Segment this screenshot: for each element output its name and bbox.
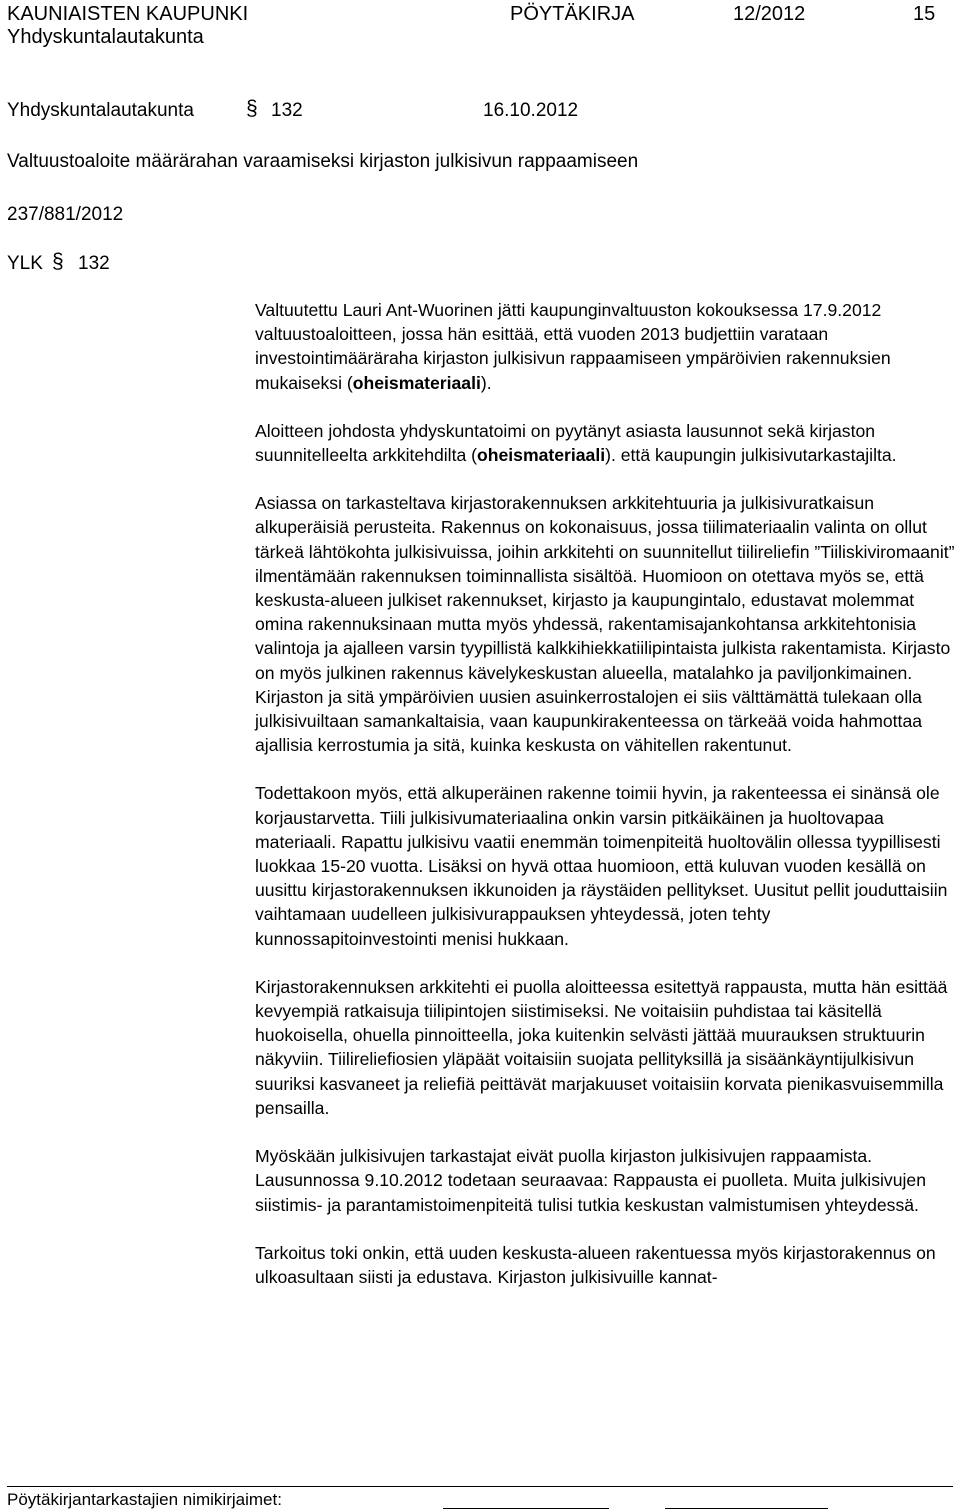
paragraph-5: Kirjastorakennuksen arkkitehti ei puolla aloitteessa esitettyä rappausta, mutta hän esittää kevyempiä ratkaisuja tiilipintojen siistimiseksi. Ne voitaisiin puhdistaa tai käsitellä huokoisella, ohuella pinnoitteella, joka kuitenkin selvästi jättää muurauksen struktuurin näkyviin. Tiilireliefiosien yläpäät voitaisiin suojata pellityksillä ja sisäänkäyntijulkisivun suuriksi kasvaneet ja reliefiä peittävät marjakuuset voitaisiin korvata pienikasvuisemmilla pensailla. bbox=[255, 976, 948, 1118]
attachment-ref: oheismateriaali bbox=[477, 445, 606, 466]
meeting-section: 132 bbox=[271, 100, 303, 121]
file-number: 237/881/2012 bbox=[7, 204, 124, 225]
body-text bbox=[255, 298, 955, 1313]
section-symbol: § bbox=[246, 97, 258, 120]
meeting-committee: Yhdyskuntalautakunta bbox=[7, 100, 194, 121]
footer-rule bbox=[7, 1486, 953, 1487]
header-doc-type: PÖYTÄKIRJA bbox=[510, 3, 635, 25]
signature-line-2 bbox=[665, 1508, 828, 1509]
ylk-section-symbol: § bbox=[52, 250, 64, 273]
ylk-section: 132 bbox=[78, 253, 110, 274]
paragraph-7: Tarkoitus toki onkin, että uuden keskusta-alueen rakentuessa myös kirjastorakennus on ulkoasultaan siisti ja edustava. Kirjaston julkisivuille kannat- bbox=[255, 1242, 936, 1287]
meeting-date: 16.10.2012 bbox=[483, 100, 579, 121]
header-doc-number: 12/2012 bbox=[733, 3, 806, 25]
attachment-ref: oheismateriaali bbox=[352, 372, 481, 393]
header-org: KAUNIAISTEN KAUPUNKI bbox=[7, 3, 249, 25]
signature-line-1 bbox=[443, 1508, 609, 1509]
signature-label: Pöytäkirjantarkastajien nimikirjaimet: bbox=[7, 1490, 282, 1509]
header-committee: Yhdyskuntalautakunta bbox=[7, 26, 204, 48]
header-page-number: 15 bbox=[913, 3, 936, 25]
paragraph-1: Valtuutettu Lauri Ant-Wuorinen jätti kaupunginvaltuuston kokouksessa 17.9.2012 valtuustoaloitteen, jossa hän esittää, että vuoden 2013 budjettiin varataan investointimääräraha kirjaston julkisivun rappaamiseen ympäröivien rakennuksien mukaiseksi (oheismateriaali). bbox=[255, 300, 891, 393]
paragraph-2: Aloitteen johdosta yhdyskuntatoimi on pyytänyt asiasta lausunnot sekä kirjaston suunnitelleelta arkkitehdilta (oheismateriaali). että kaupungin julkisivutarkastajilta. bbox=[255, 420, 897, 466]
paragraph-3: Asiassa on tarkasteltava kirjastorakennuksen arkkitehtuuria ja julkisivuratkaisun alkuperäisiä perusteita. Rakennus on kokonaisuus, jossa tiilimateriaalin valinta on ollut tärkeä lähtökohta julkisivuissa, joihin arkkitehti on suunnitellut tiilireliefin ”Tiiliskiviromaanit” ilmentämään rakennuksen toiminnallista sisältöä. Huomioon on otettava myös se, että keskusta-alueen julkiset rakennukset, kirjasto ja kaupungintalo, edustavat molemmat omina rakennuksinaan mutta myös yhdessä, rakentamisajankohtansa arkkitehtonisia valintoja ja ajalleen varsin tyypillistä kalkkihiekkatiilipintaista julkista rakentamista. Kirjasto on myös julkinen rakennus kävelykeskustan alueella, matalahko ja paviljonkimainen. Kirjaston ja sitä ympäröivien uusien asuinkerrostalojen ei siis välttämättä tulekaan olla julkisivuiltaan samankaltaisia, vaan kaupunkirakenteessa on tärkeää voida hahmottaa ajallisia kerrostumia ja sitä, kuinka keskusta on vähitellen rakentunut. bbox=[255, 493, 955, 756]
paragraph-6: Myöskään julkisivujen tarkastajat eivät puolla kirjaston julkisivujen rappaamista. Lausunnossa 9.10.2012 todetaan seuraavaa: Rappausta ei puolleta. Muita julkisivujen siistimis- ja parantamistoimenpiteitä tulisi tutkia keskustan valmistumisen yhteydessä. bbox=[255, 1146, 926, 1215]
subject-title: Valtuustoaloite määrärahan varaamiseksi kirjaston julkisivun rappaamiseen bbox=[7, 151, 639, 172]
paragraph-4: Todettakoon myös, että alkuperäinen rakenne toimii hyvin, ja rakenteessa ei sinänsä ole korjaustarvetta. Tiili julkisivumateriaalina onkin varsin pitkäikäinen ja huoltovapaa materiaali. Rapattu julkisivu vaatii enemmän toimenpiteitä huoltovälin ollessa tyypillisesti luokkaa 15-20 vuotta. Lisäksi on hyvä ottaa huomioon, että kuluvan vuoden kesällä on uusittu kirjastorakennuksen ikkunoiden ja räystäiden pellitykset. Uusitut pellit jouduttaisiin vaihtamaan uudelleen julkisivurappauksen yhteydessä, joten tehty kunnossapitoinvestointi menisi hukkaan. bbox=[255, 783, 948, 949]
ylk-label: YLK bbox=[7, 253, 43, 274]
